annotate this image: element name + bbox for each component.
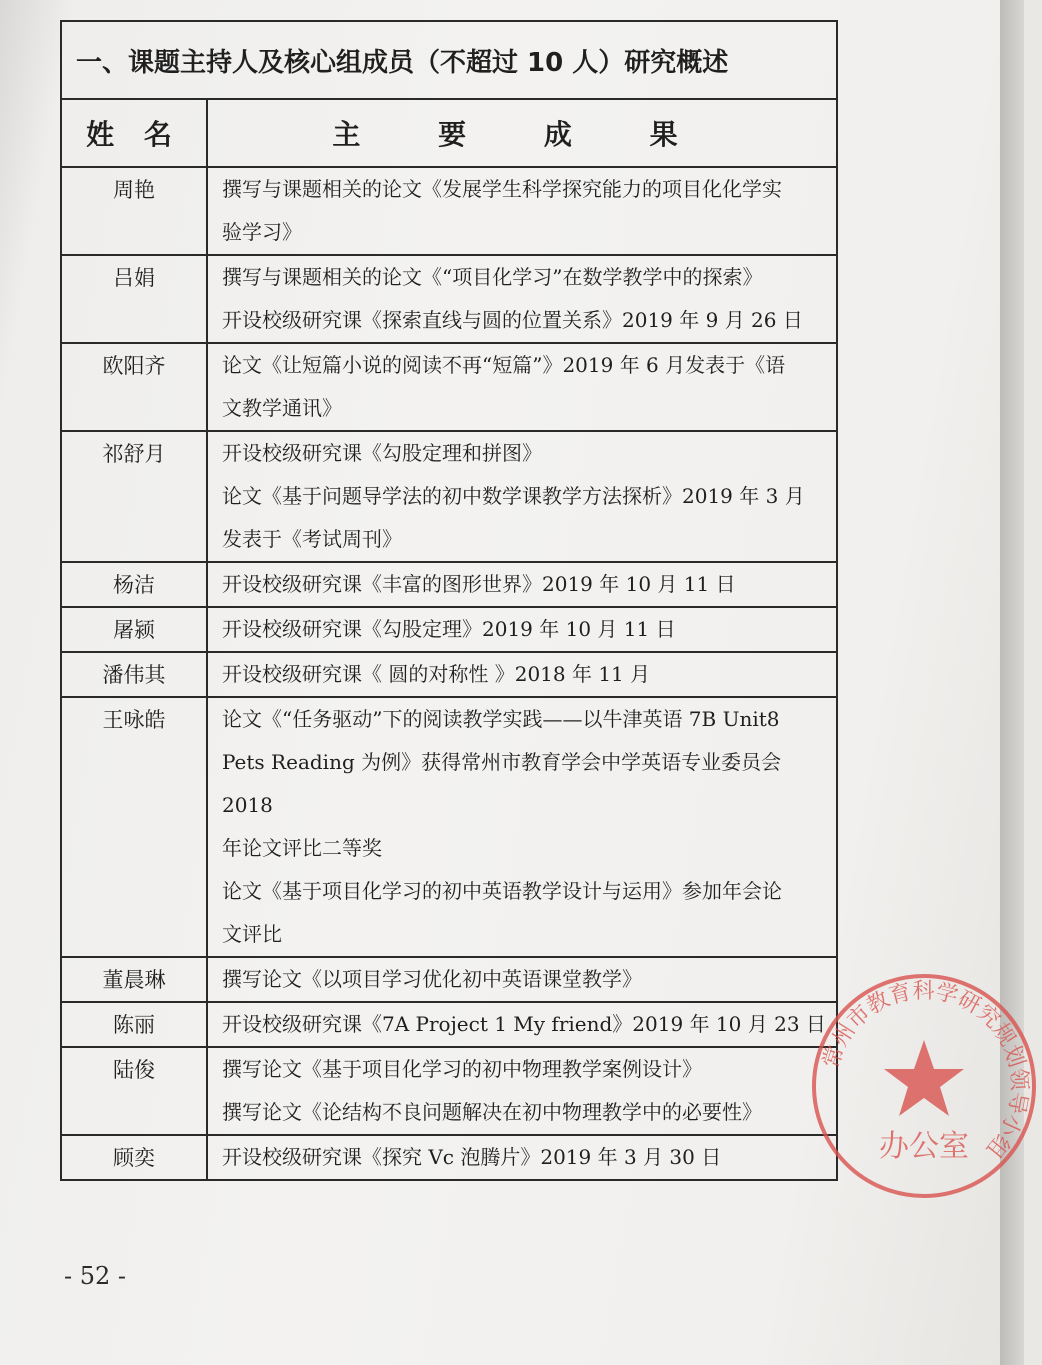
member-achievements [207,1002,837,1047]
header-row [61,99,837,167]
member-name: 潘伟其 [61,652,207,697]
achievement-line: 论文《基于问题导学法的初中数学课教学方法探析》2019 年 3 月 [222,484,805,508]
title-row [61,21,837,99]
table-row [61,1002,837,1047]
achievement-line: 验学习》 [222,220,302,244]
achievement-line: 论文《“任务驱动”下的阅读教学实践——以牛津英语 7B Unit8 [222,707,780,731]
table-row [61,607,837,652]
section-heading: 一、课题主持人及核心组成员（不超过 10 人）研究概述 [61,21,837,99]
achievement-line: 文评比 [222,922,282,946]
summary-table [60,20,838,1181]
member-achievements [207,255,837,343]
member-name: 王咏皓 [61,697,207,957]
member-achievements [207,1047,837,1135]
page-edge [1000,0,1024,1365]
achievement-line: 开设校级研究课《勾股定理》2019 年 10 月 11 日 [222,617,676,641]
stamp-ring-text: 常州市教育科学研究规划领导小组 [818,978,1032,1162]
member-achievements [207,957,837,1002]
table-row [61,652,837,697]
member-achievements [207,562,837,607]
table-row [61,1047,837,1135]
member-name: 祁舒月 [61,431,207,562]
member-achievements [207,697,837,957]
achievement-line: 发表于《考试周刊》 [222,527,402,551]
achievement-line: 撰写论文《论结构不良问题解决在初中物理教学中的必要性》 [222,1100,762,1124]
achievement-line: 撰写与课题相关的论文《发展学生科学探究能力的项目化化学实 [222,177,782,201]
page-number: - 52 - [64,1262,127,1290]
table-row [61,255,837,343]
table-row [61,1135,837,1180]
member-name: 吕娟 [61,255,207,343]
achievement-line: 开设校级研究课《7A Project 1 My friend》2019 年 10 月 23 日 [222,1012,826,1036]
table-row [61,431,837,562]
member-achievements [207,1135,837,1180]
achievement-line: 撰写与课题相关的论文《“项目化学习”在数学教学中的探索》 [222,265,763,289]
achievement-line: 文教学通讯》 [222,396,342,420]
member-name: 欧阳齐 [61,343,207,431]
table-row [61,957,837,1002]
achievement-line: 开设校级研究课《勾股定理和拼图》 [222,441,542,465]
achievement-line: 撰写论文《基于项目化学习的初中物理教学案例设计》 [222,1057,702,1081]
achievement-line: 开设校级研究课《丰富的图形世界》2019 年 10 月 11 日 [222,572,736,596]
member-name: 董晨琳 [61,957,207,1002]
table-row [61,697,837,957]
member-name: 陈丽 [61,1002,207,1047]
achievement-line: 论文《基于项目化学习的初中英语教学设计与运用》参加年会论 [222,879,782,903]
achievement-line: 年论文评比二等奖 [222,836,382,860]
achievement-line: 开设校级研究课《 圆的对称性 》2018 年 11 月 [222,662,651,686]
member-achievements [207,167,837,255]
member-name: 陆俊 [61,1047,207,1135]
member-achievements [207,343,837,431]
member-name: 屠颍 [61,607,207,652]
table-row [61,562,837,607]
column-header-name: 姓 名 [61,99,207,167]
table-row [61,343,837,431]
table-row [61,167,837,255]
member-achievements [207,607,837,652]
member-achievements [207,431,837,562]
achievement-line: 论文《让短篇小说的阅读不再“短篇”》2019 年 6 月发表于《语 [222,353,786,377]
member-name: 杨洁 [61,562,207,607]
stamp-center-text: 办公室 [879,1129,969,1164]
table-body [61,167,837,1180]
achievement-line: 开设校级研究课《探索直线与圆的位置关系》2019 年 9 月 26 日 [222,308,803,332]
member-name: 周艳 [61,167,207,255]
member-name: 顾奕 [61,1135,207,1180]
member-achievements [207,652,837,697]
column-header-achievements: 主 要 成 果 [207,99,837,167]
achievement-line: 开设校级研究课《探究 Vc 泡腾片》2019 年 3 月 30 日 [222,1145,722,1169]
achievement-line: 撰写论文《以项目学习优化初中英语课堂教学》 [222,967,642,991]
achievement-line: Pets Reading 为例》获得常州市教育学会中学英语专业委员会 2018 [222,750,782,817]
